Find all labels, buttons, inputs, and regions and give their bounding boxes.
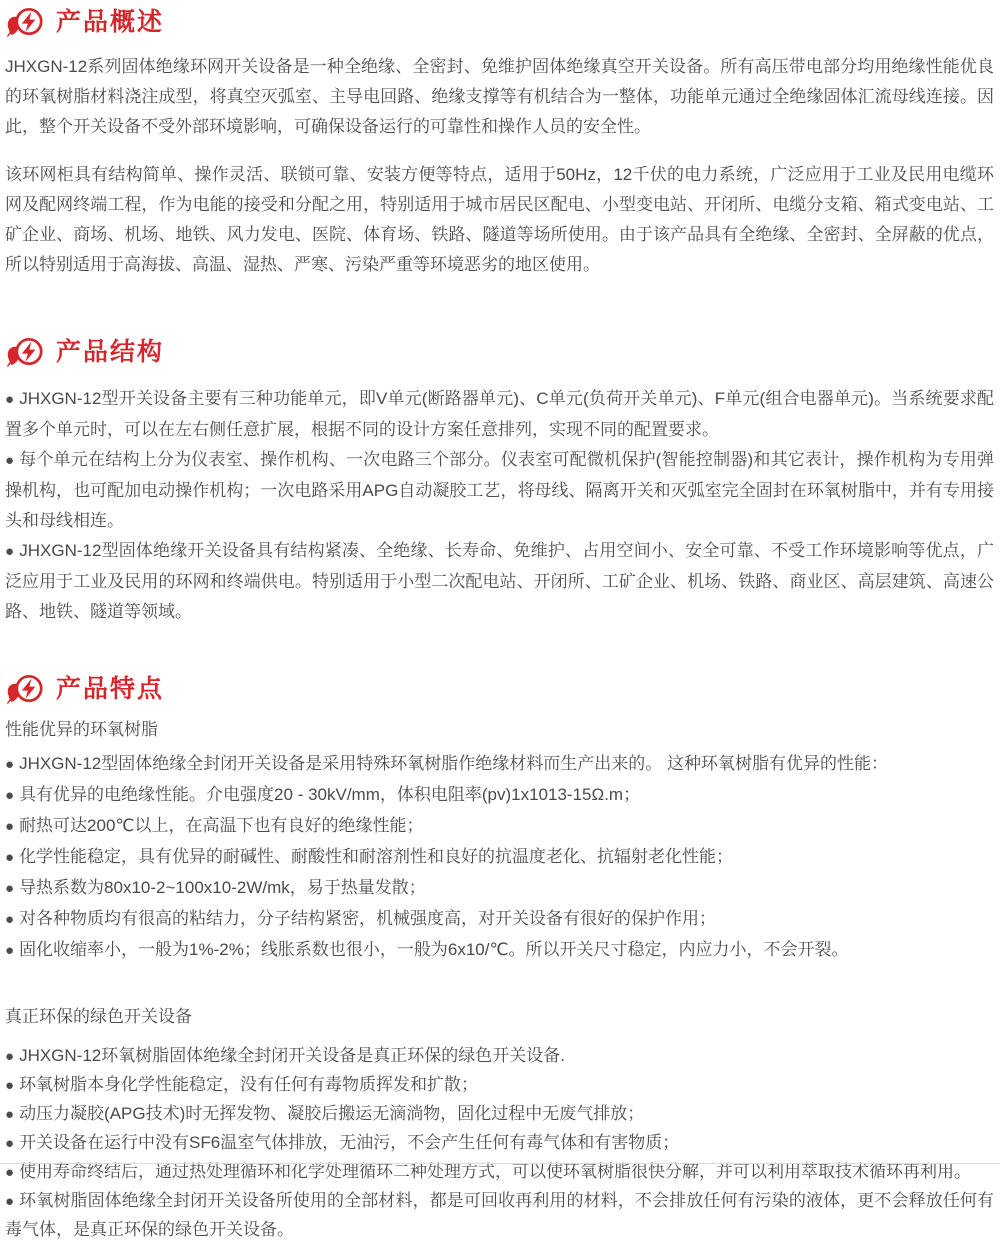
bullet-text: 固化收缩率小，一般为1%-2%；线胀系数也很小，一般为6x10/℃。所以开关尺寸稳定，内应力小，不会开裂。: [19, 940, 849, 959]
section-product-structure: [5, 336, 994, 627]
features-subheading-green: 真正环保的绿色开关设备: [5, 1007, 192, 1026]
section-overview-title: 产品概述: [56, 8, 165, 36]
features-epoxy-bullet-4: [5, 842, 994, 873]
bottom-divider: [0, 1163, 1000, 1164]
features-epoxy-bullet-3: [5, 811, 994, 842]
bullet-dot-icon: ●: [5, 1135, 15, 1152]
features-epoxy-bullet-6: [5, 904, 994, 935]
bullet-dot-icon: ●: [5, 452, 15, 469]
bullet-text: JHXGN-12型固体绝缘全封闭开关设备是采用特殊环氧树脂作绝缘材料而生产出来的。 这种环氧树脂有优异的性能：: [19, 754, 888, 773]
features-green-bullet-2: [5, 1071, 994, 1100]
bullet-dot-icon: ●: [5, 1164, 15, 1181]
bullet-dot-icon: ●: [5, 391, 15, 408]
bullet-dot-icon: ●: [5, 942, 15, 959]
bullet-dot-icon: ●: [5, 1077, 15, 1094]
bullet-text: JHXGN-12环氧树脂固体绝缘全封闭开关设备是真正环保的绿色开关设备.: [19, 1046, 565, 1065]
bullet-dot-icon: ●: [5, 1106, 15, 1123]
bullet-dot-icon: ●: [5, 1048, 15, 1065]
bullet-text: 使用寿命终结后，通过热处理循环和化学处理循环二种处理方式，可以使环氧树脂很快分解，并可以利用萃取技术循环再利用。: [19, 1162, 972, 1181]
features-epoxy-bullet-1: [5, 749, 994, 780]
features-green-bullet-list: [5, 1042, 994, 1244]
bullet-dot-icon: ●: [5, 880, 15, 897]
overview-paragraph-1: JHXGN-12系列固体绝缘环网开关设备是一种全绝缘、全密封、免维护固体绝缘真空开关设备。所有高压带电部分均用绝缘性能优良的环氧树脂材料浇注成型，将真空灭弧室、主导电回路、绝缘支撑等有机结合为一整体，功能单元通过全绝缘固体汇流母线连接。因此，整个开关设备不受外部环境影响，可确保设备运行的可靠性和操作人员的安全性。: [5, 57, 994, 136]
features-green-bullet-3: [5, 1100, 994, 1129]
bullet-dot-icon: ●: [5, 1193, 15, 1210]
features-epoxy-bullet-list: [5, 749, 994, 966]
bullet-dot-icon: ●: [5, 543, 15, 560]
features-epoxy-bullet-2: [5, 780, 994, 811]
bullet-text: 动压力凝胶(APG技术)时无挥发物、凝胶后搬运无滴淌物，固化过程中无废气排放；: [19, 1104, 645, 1123]
bullet-text: 每个单元在结构上分为仪表室、操作机构、一次电路三个部分。仪表室可配微机保护(智能控制器)和其它表计，操作机构为专用弹操机构，也可配加电动操作机构；一次电路采用APG自动凝胶工艺，将母线、隔离开关和灭弧室完全固封在环氧树脂中，并有专用接头和母线相连。: [5, 450, 994, 530]
bullet-text: JHXGN-12型开关设备主要有三种功能单元，即V单元(断路器单元)、C单元(负荷开关单元)、F单元(组合电器单元)。当系统要求配置多个单元时，可以在左右侧任意扩展，根据不同的设计方案任意排列，实现不同的配置要求。: [5, 389, 994, 439]
bullet-text: 对各种物质均有很高的粘结力，分子结构紧密，机械强度高，对开关设备有很好的保护作用；: [19, 909, 717, 928]
bullet-dot-icon: ●: [5, 787, 15, 804]
leaf-lightning-icon: [5, 673, 45, 705]
section-features-header: [5, 673, 994, 705]
bullet-text: 开关设备在运行中没有SF6温室气体排放，无油污，不会产生任何有毒气体和有害物质；: [19, 1133, 680, 1152]
bullet-text: 具有优异的电绝缘性能。介电强度20 - 30kV/mm，体积电阻率(pv)1x1013-15Ω.m；: [19, 785, 641, 804]
bullet-dot-icon: ●: [5, 911, 15, 928]
leaf-lightning-icon: [5, 336, 45, 368]
features-green-bullet-4: [5, 1129, 994, 1158]
features-subheading-epoxy: 性能优异的环氧树脂: [5, 720, 158, 739]
bullet-text: 导热系数为80x10-2~100x10-2W/mk，易于热量发散；: [19, 878, 426, 897]
structure-bullet-2: [5, 445, 994, 536]
bullet-dot-icon: ●: [5, 818, 15, 835]
overview-paragraph-2: 该环网柜具有结构简单、操作灵活、联锁可靠、安装方便等特点，适用于50Hz，12千伏的电力系统，广泛应用于工业及民用电缆环网及配网终端工程，作为电能的接受和分配之用，特别适用于城市居民区配电、小型变电站、开闭所、电缆分支箱、箱式变电站、工矿企业、商场、机场、地铁、风力发电、医院、体育场、铁路、隧道等场所使用。由于该产品具有全绝缘、全密封、全屏蔽的优点，所以特别适用于高海拔、高温、湿热、严寒、污染严重等环境恶劣的地区使用。: [5, 165, 994, 274]
bullet-text: 耐热可达200℃以上，在高温下也有良好的绝缘性能；: [19, 816, 424, 835]
section-overview-header: [5, 6, 994, 38]
section-structure-title: 产品结构: [56, 338, 165, 366]
features-green-bullet-1: [5, 1042, 994, 1071]
features-epoxy-bullet-7: [5, 935, 994, 966]
bullet-text: 化学性能稳定，具有优异的耐碱性、耐酸性和耐溶剂性和良好的抗温度老化、抗辐射老化性能；: [19, 847, 734, 866]
structure-bullet-1: [5, 384, 994, 445]
features-green-bullet-6: [5, 1187, 994, 1244]
bullet-text: JHXGN-12型固体绝缘开关设备具有结构紧凑、全绝缘、长寿命、免维护、占用空间小、安全可靠、不受工作环境影响等优点，广泛应用于工业及民用的环网和终端供电。特别适用于小型二次配电站、开闭所、工矿企业、机场、铁路、商业区、高层建筑、高速公路、地铁、隧道等领域。: [5, 541, 995, 621]
structure-bullet-list: [5, 384, 994, 627]
section-product-overview: [5, 6, 994, 280]
leaf-lightning-icon: [5, 6, 45, 38]
structure-bullet-3: [5, 536, 994, 627]
features-epoxy-bullet-5: [5, 873, 994, 904]
bullet-text: 环氧树脂本身化学性能稳定，没有任何有毒物质挥发和扩散；: [19, 1075, 479, 1094]
bullet-dot-icon: ●: [5, 756, 15, 773]
section-features-title: 产品特点: [56, 675, 165, 703]
section-product-features: [5, 673, 994, 1244]
bullet-dot-icon: ●: [5, 849, 15, 866]
bullet-text: 环氧树脂固体绝缘全封闭开关设备所使用的全部材料，都是可回收再利用的材料，不会排放任何有污染的液体，更不会释放任何有毒气体，是真正环保的绿色开关设备。: [5, 1191, 995, 1239]
section-structure-header: [5, 336, 994, 368]
